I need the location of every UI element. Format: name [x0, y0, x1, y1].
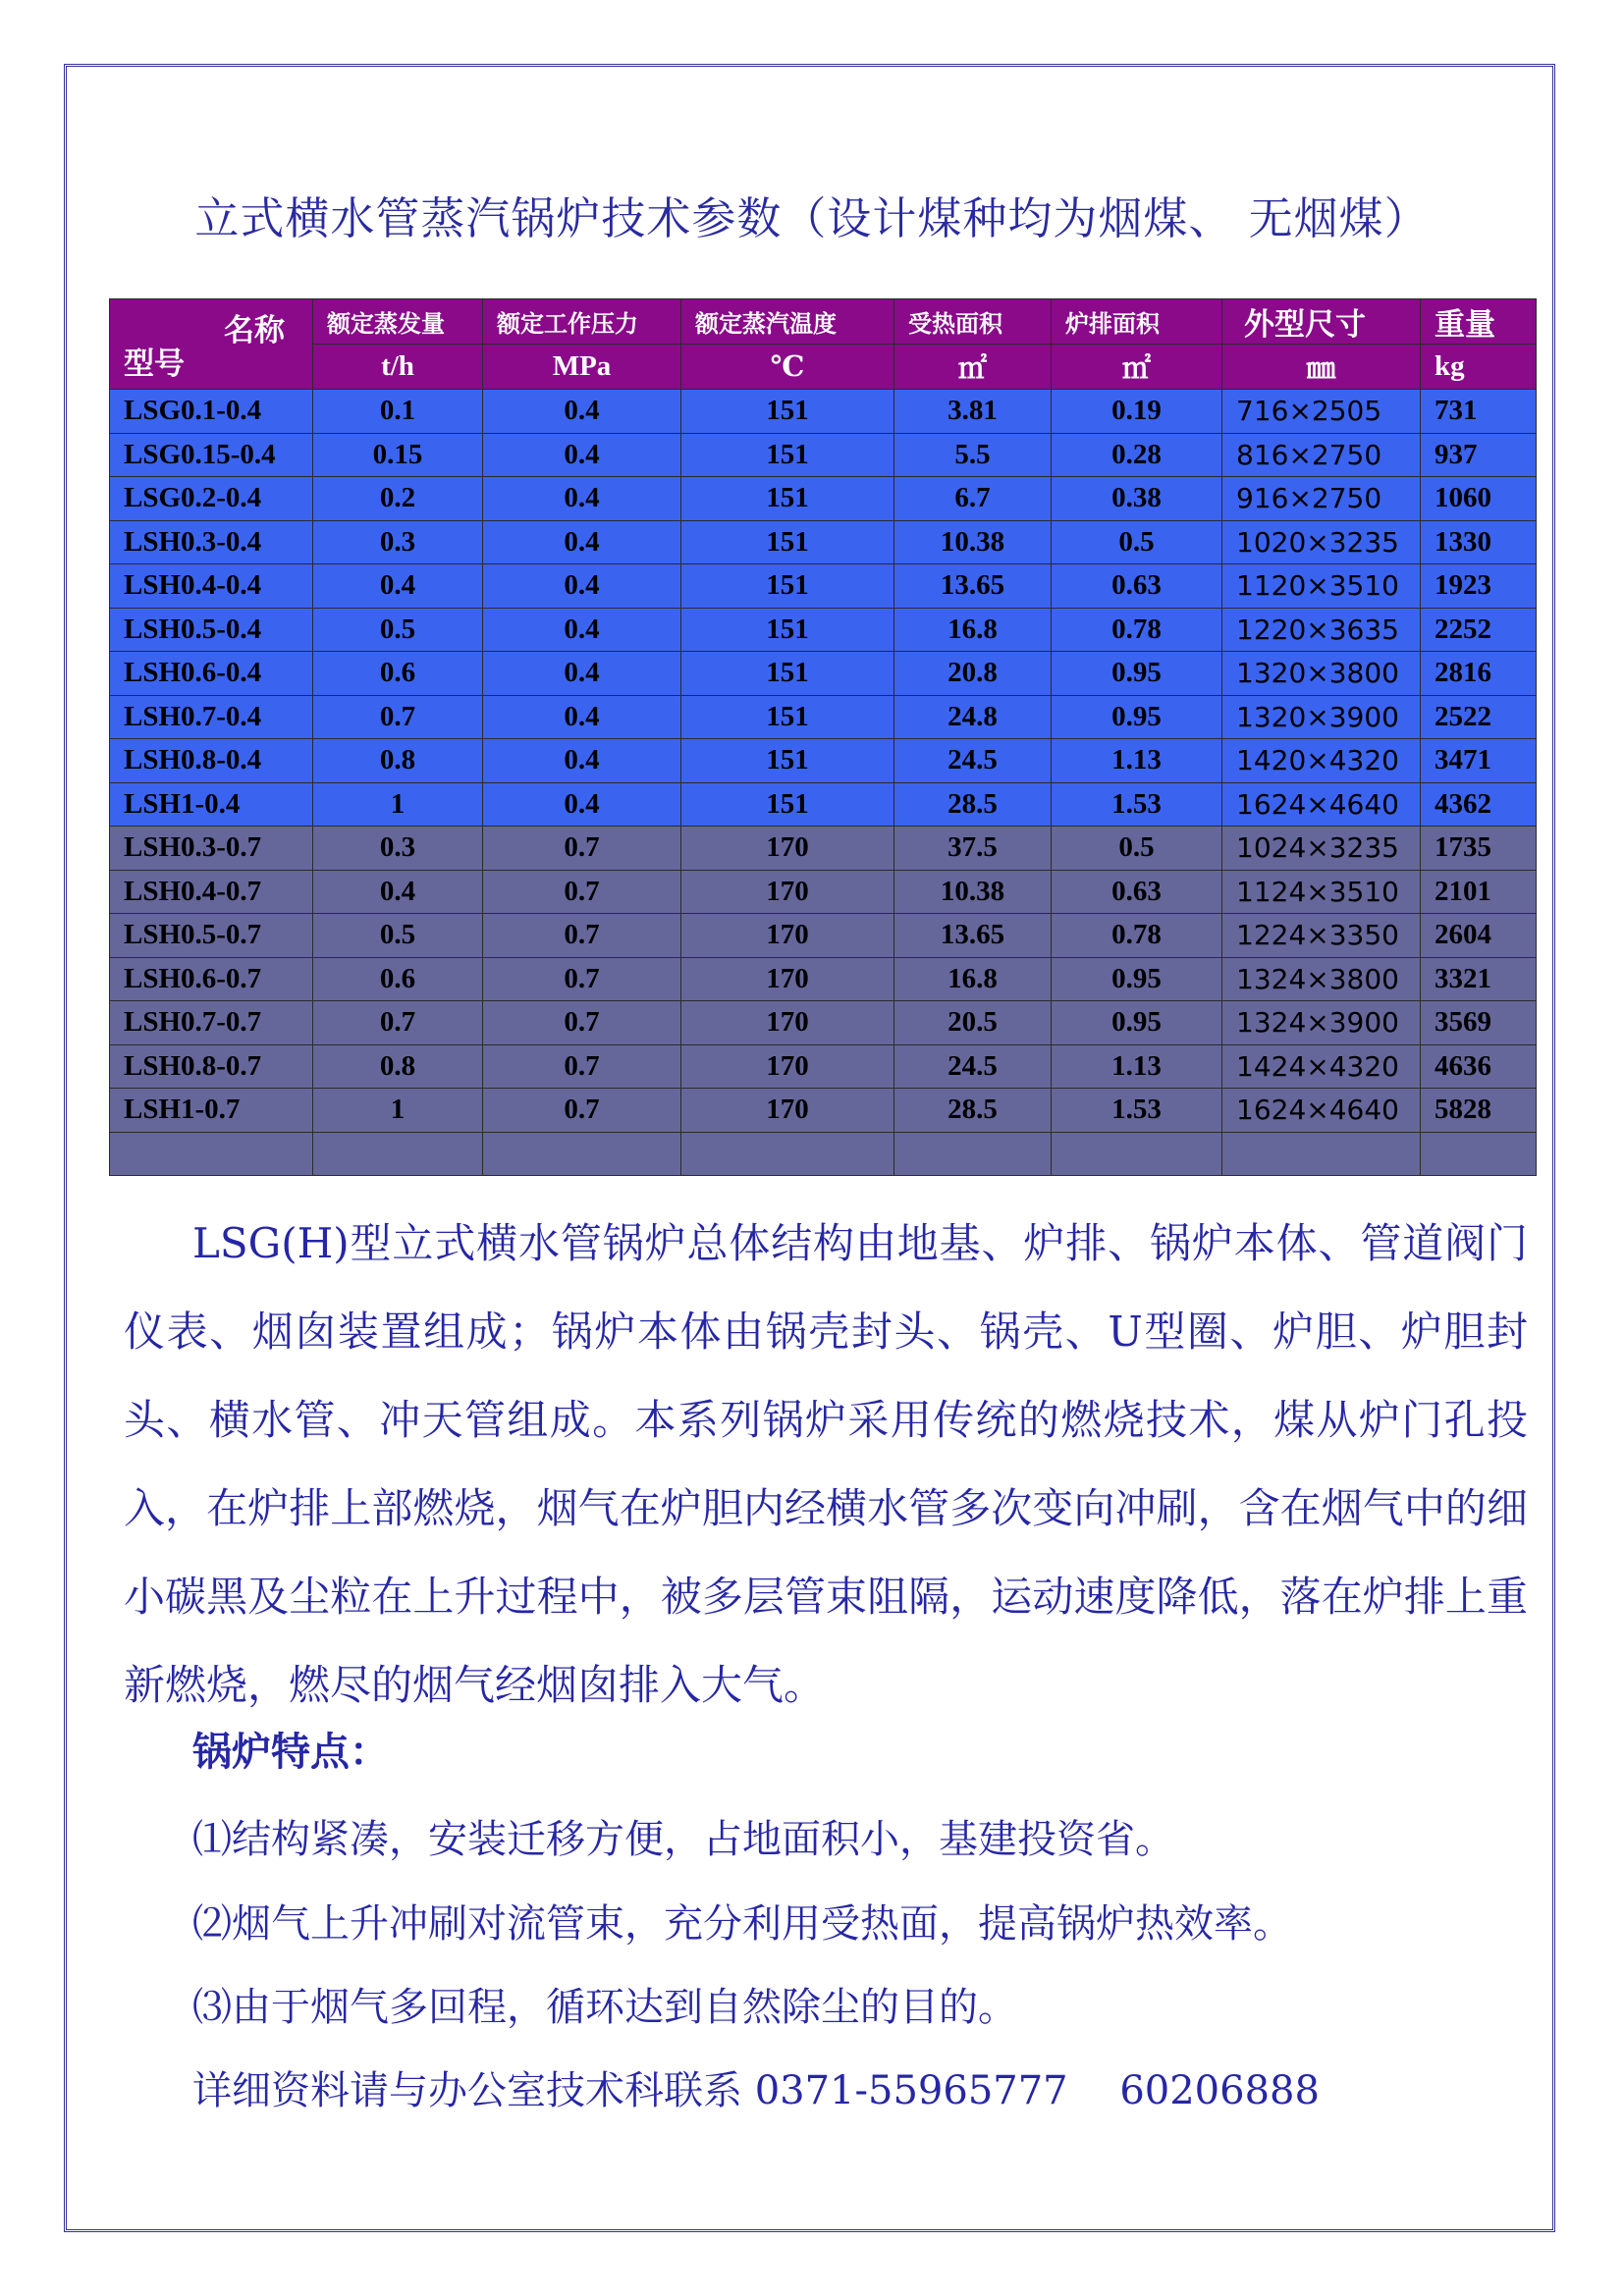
contact-line: 详细资料请与办公室技术科联系 0371-55965777 60206888: [192, 2068, 1320, 2113]
features-title: 锅炉特点：: [192, 1729, 389, 1775]
cell-pressure: 0.4: [483, 652, 681, 696]
cell-temperature: 151: [681, 695, 894, 739]
cell-dimensions: 1320×3800: [1222, 652, 1421, 696]
cell-dimensions: 1624×4640: [1222, 782, 1421, 827]
table-row: [110, 695, 1537, 739]
cell-dimensions: 1324×3900: [1222, 1001, 1421, 1045]
cell-pressure: 0.4: [483, 520, 681, 564]
cell-temperature: 151: [681, 739, 894, 783]
cell-pressure: 0.7: [483, 1001, 681, 1045]
empty-cell: [313, 1132, 483, 1176]
cell-pressure: 0.7: [483, 1089, 681, 1133]
table-row: [110, 827, 1537, 871]
cell-grate-area: 1.13: [1052, 1044, 1222, 1089]
unit-row: [110, 345, 1537, 390]
cell-grate-area: 0.28: [1052, 433, 1222, 477]
cell-grate-area: 0.5: [1052, 520, 1222, 564]
cell-grate-area: 1.13: [1052, 739, 1222, 783]
table-row: [110, 652, 1537, 696]
cell-pressure: 0.7: [483, 1044, 681, 1089]
cell-temperature: 151: [681, 608, 894, 652]
cell-temperature: 170: [681, 1089, 894, 1133]
cell-weight: 2816: [1421, 652, 1537, 696]
cell-evaporation: 0.3: [313, 520, 483, 564]
cell-dimensions: 1424×4320: [1222, 1044, 1421, 1089]
cell-grate-area: 0.5: [1052, 827, 1222, 871]
cell-temperature: 151: [681, 782, 894, 827]
cell-evaporation: 0.15: [313, 433, 483, 477]
cell-temperature: 151: [681, 390, 894, 434]
cell-pressure: 0.7: [483, 957, 681, 1001]
cell-weight: 2101: [1421, 870, 1537, 914]
corner-label-name: 名称: [224, 313, 285, 347]
table-row: [110, 782, 1537, 827]
header-dimensions: 外型尺寸: [1222, 299, 1421, 345]
cell-evaporation: 0.2: [313, 477, 483, 521]
empty-cell: [1222, 1132, 1421, 1176]
cell-model: LSH0.8-0.4: [110, 739, 313, 783]
unit-pressure: MPa: [483, 345, 681, 390]
cell-heating-area: 13.65: [894, 564, 1052, 609]
cell-evaporation: 0.1: [313, 390, 483, 434]
table-row: [110, 477, 1537, 521]
cell-heating-area: 5.5: [894, 433, 1052, 477]
cell-model: LSH0.4-0.4: [110, 564, 313, 609]
cell-pressure: 0.7: [483, 827, 681, 871]
cell-evaporation: 0.8: [313, 739, 483, 783]
page-title: 立式横水管蒸汽锅炉技术参数（设计煤种均为烟煤、 无烟煤）: [194, 192, 1430, 244]
cell-pressure: 0.4: [483, 608, 681, 652]
cell-evaporation: 0.5: [313, 914, 483, 958]
cell-temperature: 170: [681, 827, 894, 871]
cell-pressure: 0.4: [483, 390, 681, 434]
cell-evaporation: 0.7: [313, 695, 483, 739]
cell-evaporation: 0.4: [313, 564, 483, 609]
cell-temperature: 170: [681, 870, 894, 914]
header-rated-evaporation: 额定蒸发量: [313, 299, 483, 345]
empty-cell: [1052, 1132, 1222, 1176]
cell-dimensions: 816×2750: [1222, 433, 1421, 477]
unit-evaporation: t/h: [313, 345, 483, 390]
header-grate-area: 炉排面积: [1052, 299, 1222, 345]
table-row: [110, 739, 1537, 783]
cell-heating-area: 13.65: [894, 914, 1052, 958]
cell-grate-area: 1.53: [1052, 1089, 1222, 1133]
cell-temperature: 170: [681, 914, 894, 958]
cell-heating-area: 24.8: [894, 695, 1052, 739]
cell-model: LSH0.3-0.4: [110, 520, 313, 564]
feature-item: ⑶由于烟气多回程，循环达到自然除尘的目的。: [192, 1985, 1017, 2030]
header-rated-pressure: 额定工作压力: [483, 299, 681, 345]
cell-dimensions: 1124×3510: [1222, 870, 1421, 914]
description-paragraph: LSG(H)型立式横水管锅炉总体结构由地基、炉排、锅炉本体、管道阀门仪表、烟囱装置组成；锅炉本体由锅壳封头、锅壳、U型圈、炉胆、炉胆封头、横水管、冲天管组成。本系列锅炉采用传统的燃烧技术，煤从炉门孔投入，在炉排上部燃烧，烟气在炉胆内经横水管多次变向冲刷，含在烟气中的细小碳黑及尘粒在上升过程中，被多层管束阻隔，运动速度降低，落在炉排上重新燃烧，燃尽的烟气经烟囱排入大气。: [124, 1219, 1528, 1709]
corner-label-model: 型号: [124, 347, 185, 381]
cell-model: LSH0.8-0.7: [110, 1044, 313, 1089]
cell-weight: 4636: [1421, 1044, 1537, 1089]
cell-evaporation: 0.6: [313, 957, 483, 1001]
empty-cell: [110, 1132, 313, 1176]
cell-grate-area: 0.95: [1052, 652, 1222, 696]
table-row: [110, 608, 1537, 652]
cell-model: LSH1-0.4: [110, 782, 313, 827]
cell-weight: 2522: [1421, 695, 1537, 739]
header-rated-temperature: 额定蒸汽温度: [681, 299, 894, 345]
unit-temperature: ℃: [681, 345, 894, 390]
cell-model: LSH0.6-0.7: [110, 957, 313, 1001]
cell-temperature: 151: [681, 433, 894, 477]
table-row: [110, 390, 1537, 434]
cell-model: LSH0.4-0.7: [110, 870, 313, 914]
cell-evaporation: 0.4: [313, 870, 483, 914]
cell-heating-area: 20.8: [894, 652, 1052, 696]
cell-model: LSG0.2-0.4: [110, 477, 313, 521]
cell-weight: 1330: [1421, 520, 1537, 564]
cell-weight: 2252: [1421, 608, 1537, 652]
cell-dimensions: 1324×3800: [1222, 957, 1421, 1001]
empty-cell: [1421, 1132, 1537, 1176]
cell-model: LSH0.7-0.7: [110, 1001, 313, 1045]
cell-model: LSH1-0.7: [110, 1089, 313, 1133]
cell-dimensions: 1624×4640: [1222, 1089, 1421, 1133]
cell-weight: 1735: [1421, 827, 1537, 871]
cell-model: LSG0.15-0.4: [110, 433, 313, 477]
cell-heating-area: 16.8: [894, 608, 1052, 652]
cell-grate-area: 0.19: [1052, 390, 1222, 434]
cell-pressure: 0.7: [483, 870, 681, 914]
cell-heating-area: 28.5: [894, 1089, 1052, 1133]
cell-evaporation: 0.3: [313, 827, 483, 871]
table-row: [110, 957, 1537, 1001]
cell-grate-area: 0.38: [1052, 477, 1222, 521]
cell-grate-area: 0.63: [1052, 870, 1222, 914]
cell-pressure: 0.4: [483, 433, 681, 477]
unit-weight: kg: [1421, 345, 1537, 390]
header-heating-area: 受热面积: [894, 299, 1052, 345]
cell-heating-area: 6.7: [894, 477, 1052, 521]
cell-heating-area: 10.38: [894, 520, 1052, 564]
table-row: [110, 1001, 1537, 1045]
table-row: [110, 914, 1537, 958]
table-row: [110, 1089, 1537, 1133]
cell-temperature: 170: [681, 957, 894, 1001]
cell-weight: 1060: [1421, 477, 1537, 521]
cell-model: LSH0.3-0.7: [110, 827, 313, 871]
cell-grate-area: 0.95: [1052, 695, 1222, 739]
empty-cell: [681, 1132, 894, 1176]
cell-heating-area: 3.81: [894, 390, 1052, 434]
cell-grate-area: 0.63: [1052, 564, 1222, 609]
cell-model: LSH0.5-0.7: [110, 914, 313, 958]
unit-heating-area: ㎡: [894, 345, 1052, 390]
cell-dimensions: 1220×3635: [1222, 608, 1421, 652]
header-weight: 重量: [1421, 299, 1537, 345]
cell-pressure: 0.4: [483, 564, 681, 609]
table-row: [110, 433, 1537, 477]
cell-weight: 3471: [1421, 739, 1537, 783]
cell-temperature: 151: [681, 564, 894, 609]
unit-grate-area: ㎡: [1052, 345, 1222, 390]
cell-grate-area: 0.78: [1052, 914, 1222, 958]
cell-dimensions: 1320×3900: [1222, 695, 1421, 739]
cell-dimensions: 1024×3235: [1222, 827, 1421, 871]
header-corner-cell: [110, 299, 313, 390]
cell-weight: 1923: [1421, 564, 1537, 609]
table-row: [110, 564, 1537, 609]
spec-table: [109, 298, 1537, 1176]
cell-evaporation: 1: [313, 782, 483, 827]
cell-evaporation: 0.6: [313, 652, 483, 696]
cell-grate-area: 0.78: [1052, 608, 1222, 652]
cell-grate-area: 0.95: [1052, 957, 1222, 1001]
empty-cell: [483, 1132, 681, 1176]
cell-dimensions: 716×2505: [1222, 390, 1421, 434]
cell-evaporation: 0.8: [313, 1044, 483, 1089]
cell-model: LSH0.5-0.4: [110, 608, 313, 652]
cell-temperature: 151: [681, 477, 894, 521]
cell-weight: 3321: [1421, 957, 1537, 1001]
cell-heating-area: 28.5: [894, 782, 1052, 827]
cell-dimensions: 1120×3510: [1222, 564, 1421, 609]
cell-heating-area: 37.5: [894, 827, 1052, 871]
header-row: [110, 299, 1537, 345]
cell-heating-area: 20.5: [894, 1001, 1052, 1045]
cell-evaporation: 0.5: [313, 608, 483, 652]
cell-dimensions: 1420×4320: [1222, 739, 1421, 783]
cell-temperature: 170: [681, 1044, 894, 1089]
cell-pressure: 0.4: [483, 739, 681, 783]
cell-grate-area: 1.53: [1052, 782, 1222, 827]
feature-item: ⑴结构紧凑，安装迁移方便，占地面积小，基建投资省。: [192, 1817, 1174, 1862]
cell-pressure: 0.4: [483, 782, 681, 827]
table-row: [110, 870, 1537, 914]
cell-temperature: 151: [681, 652, 894, 696]
empty-cell: [894, 1132, 1052, 1176]
cell-model: LSH0.6-0.4: [110, 652, 313, 696]
cell-model: LSH0.7-0.4: [110, 695, 313, 739]
cell-dimensions: 1224×3350: [1222, 914, 1421, 958]
cell-grate-area: 0.95: [1052, 1001, 1222, 1045]
cell-weight: 937: [1421, 433, 1537, 477]
cell-heating-area: 24.5: [894, 739, 1052, 783]
cell-heating-area: 24.5: [894, 1044, 1052, 1089]
empty-table-row: [110, 1132, 1537, 1176]
cell-weight: 2604: [1421, 914, 1537, 958]
cell-heating-area: 16.8: [894, 957, 1052, 1001]
unit-dimensions: ㎜: [1222, 345, 1421, 390]
cell-model: LSG0.1-0.4: [110, 390, 313, 434]
cell-temperature: 151: [681, 520, 894, 564]
cell-weight: 4362: [1421, 782, 1537, 827]
cell-weight: 731: [1421, 390, 1537, 434]
cell-pressure: 0.4: [483, 477, 681, 521]
cell-pressure: 0.7: [483, 914, 681, 958]
cell-pressure: 0.4: [483, 695, 681, 739]
cell-evaporation: 0.7: [313, 1001, 483, 1045]
cell-evaporation: 1: [313, 1089, 483, 1133]
cell-weight: 3569: [1421, 1001, 1537, 1045]
table-row: [110, 1044, 1537, 1089]
cell-dimensions: 916×2750: [1222, 477, 1421, 521]
cell-temperature: 170: [681, 1001, 894, 1045]
cell-heating-area: 10.38: [894, 870, 1052, 914]
cell-weight: 5828: [1421, 1089, 1537, 1133]
cell-dimensions: 1020×3235: [1222, 520, 1421, 564]
table-row: [110, 520, 1537, 564]
feature-item: ⑵烟气上升冲刷对流管束，充分利用受热面，提高锅炉热效率。: [192, 1901, 1292, 1947]
